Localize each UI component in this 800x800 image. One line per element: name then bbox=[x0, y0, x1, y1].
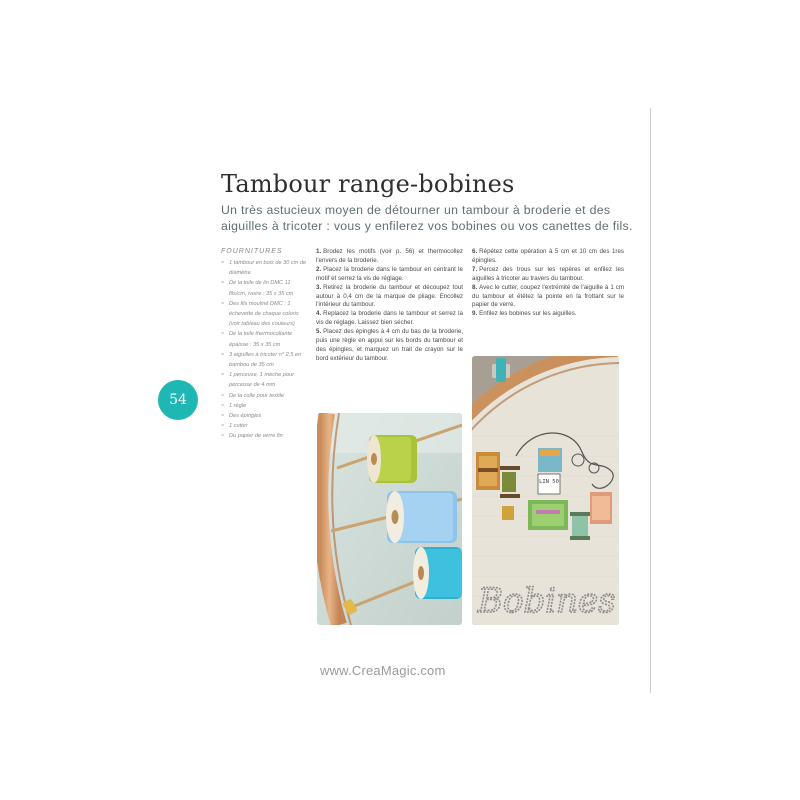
material-item: ≈ Des fils mouliné DMC : 1 échevette de chaque coloris (voir tableau des couleurs) bbox=[221, 300, 299, 328]
page-subtitle: Un très astucieux moyen de détourner un tambour à broderie et des aiguilles à tricoter : vous y enfilerez vos bobines ou vos canettes de fils. bbox=[221, 203, 633, 233]
spool-label: LIN 50 bbox=[539, 479, 559, 485]
watermark: www.CreaMagic.com bbox=[320, 663, 446, 678]
bullet-icon: ≈ bbox=[221, 260, 225, 266]
material-item: ≈ 1 règle bbox=[221, 401, 309, 411]
instruction-step: 2. Placez la broderie dans le tambour en centrant le motif et serrez la vis de réglage. bbox=[316, 265, 463, 282]
material-item: ≈ 3 aiguilles à tricoter n° 2,5 en bambou de 35 cm bbox=[221, 351, 302, 369]
bullet-icon: ≈ bbox=[221, 423, 225, 430]
bullet-icon: ≈ bbox=[221, 351, 225, 358]
material-item: ≈ De la toile thermocollante épaisse : 35 x 35 cm bbox=[221, 331, 293, 348]
bullet-icon: ≈ bbox=[221, 331, 225, 338]
instructions-column-2 bbox=[472, 248, 624, 319]
materials-items bbox=[221, 258, 309, 442]
material-item: ≈ De la colle pour textile bbox=[221, 391, 309, 401]
embroidered-word: Bobines bbox=[478, 581, 616, 621]
instruction-step: 5. Placez des épingles à 4 cm du bas de la broderie, puis une règle en appui sur les bords du tambour et des épingles, et marquez un trait de crayon sur le bord extérieur du tambour. bbox=[316, 328, 463, 362]
instruction-step: 1. Brodez les motifs (voir p. 56) et thermocollez l'envers de la broderie. bbox=[316, 248, 463, 264]
instruction-step: 3. Retirez la broderie du tambour et découpez tout autour à 0,4 cm de la marque de pliage. Encollez l'intérieur du tambour. bbox=[316, 283, 463, 309]
material-item: ≈ 1 cutter bbox=[221, 421, 309, 431]
material-item: ≈ 1 perceuse, 1 mèche pour perceuse de 4 mm bbox=[221, 372, 294, 389]
bullet-icon: ≈ bbox=[221, 372, 225, 379]
material-item: ≈ Du papier de verre fin bbox=[221, 431, 309, 441]
material-item: ≈ Des épingles bbox=[221, 411, 309, 421]
page-gutter-line bbox=[650, 108, 651, 693]
bullet-icon: ≈ bbox=[221, 300, 225, 307]
instruction-step: 7. Percez des trous sur les repères et enfilez les aiguilles à tricoter au travers du tambour. bbox=[472, 265, 624, 282]
embroidery-photo-art bbox=[472, 356, 619, 625]
bullet-icon: ≈ bbox=[221, 392, 225, 399]
bullet-icon: ≈ bbox=[221, 402, 225, 409]
bullet-icon: ≈ bbox=[221, 280, 225, 287]
bullet-icon: ≈ bbox=[221, 433, 225, 440]
spools-photo bbox=[317, 413, 462, 625]
instruction-step: 8. Avec le cutter, coupez l'extrémité de l'aiguille à 1 cm du tambour et étêtez la pointe en la frottant sur le papier de verre. bbox=[472, 283, 624, 309]
instruction-step: 9. Enfilez les bobines sur les aiguilles. bbox=[472, 310, 577, 318]
instruction-step: 6. Répétez cette opération à 5 cm et 10 cm des 1res épingles. bbox=[472, 248, 624, 264]
bullet-icon: ≈ bbox=[221, 413, 225, 420]
instructions-column-1 bbox=[316, 248, 463, 364]
spools-photo-art bbox=[317, 413, 462, 625]
instruction-step: 4. Replacez la broderie dans le tambour et serrez la vis de réglage. Laissez bien sécher. bbox=[316, 310, 463, 327]
page-title: Tambour range-bobines bbox=[221, 170, 515, 198]
embroidery-hoop-photo bbox=[472, 356, 619, 625]
page-number: 54 bbox=[169, 392, 187, 408]
material-item: ≈ De la toile de lin DMC 11 fils/cm, ivoire : 35 x 35 cm bbox=[221, 280, 294, 297]
materials-heading: FOURNITURES bbox=[221, 248, 283, 255]
materials-list bbox=[221, 248, 309, 442]
page-number-badge bbox=[158, 380, 198, 420]
material-item: ≈ 1 tambour en bois de 30 cm de diamètre bbox=[221, 260, 307, 277]
